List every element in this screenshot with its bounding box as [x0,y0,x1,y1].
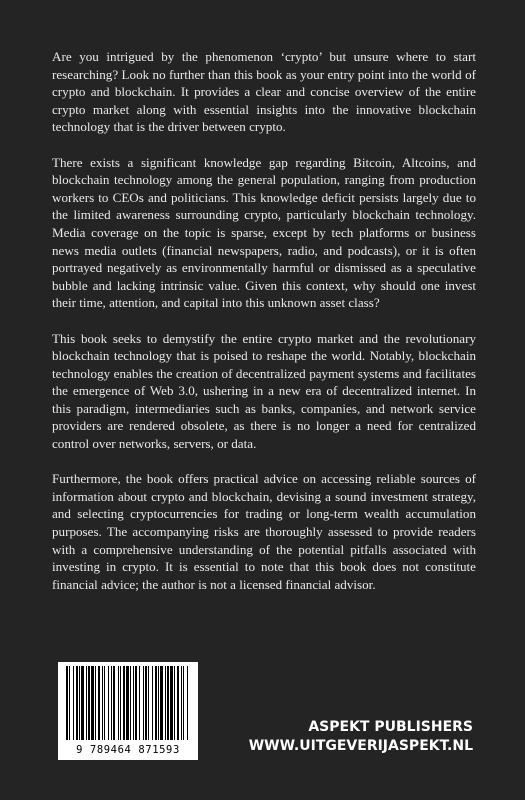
barcode-bars [62,666,194,740]
publisher-name: ASPEKT PUBLISHERS [308,719,473,735]
blurb-paragraph-3: This book seeks to demystify the entire crypto market and the revolutionary blockchain technology that is poised to reshape the world. Notably, blockchain technology enables the creation of decentralized payment systems and facilitates the emergence of Web 3.0, ushering in a new era of decentralized internet. In this paradigm, intermediaries such as banks, companies, and network service providers are rendered obsolete, as there is no longer a need for centralized control over networks, servers, or data. [52,330,476,452]
isbn-number: 9 789464 871593 [76,744,180,756]
publisher-block [249,718,473,756]
isbn-barcode [58,662,198,760]
publisher-website: WWW.UITGEVERIJASPEKT.NL [248,738,473,754]
blurb-paragraph-1: Are you intrigued by the phenomenon ‘crypto’ but unsure where to start researching? Look no further than this book as your entry point into the world of crypto and blockchain. It provides a clear and concise overview of the entire crypto market along with essential insights into the innovative blockchain technology that is the driver between crypto. [52,49,476,135]
blurb-paragraph-2: There exists a significant knowledge gap regarding Bitcoin, Altcoins, and blockchain technology among the general population, ranging from production workers to CEOs and politicians. This knowledge deficit persists largely due to the limited awareness surrounding crypto, particularly blockchain technology. Media coverage on the topic is sparse, except by tech platforms or business news media outlets (financial newspapers, radio, and podcasts), or it is often portrayed negatively as environmentally harmful or dismissed as a speculative bubble and lacking intrinsic value. Given this context, why should one invest their time, attention, and capital into this unknown asset class? [52,154,476,311]
blurb-text [52,48,476,611]
blurb-paragraph-4: Furthermore, the book offers practical advice on accessing reliable sources of information about crypto and blockchain, devising a sound investment strategy, and selecting cryptocurrencies for trading or long-term wealth accumulation purposes. The accompanying risks are thoroughly assessed to provide readers with a comprehensive understanding of the potential pitfalls associated with investing in crypto. It is essential to note that this book does not constitute financial advice; the author is not a licensed financial advisor. [52,471,476,592]
